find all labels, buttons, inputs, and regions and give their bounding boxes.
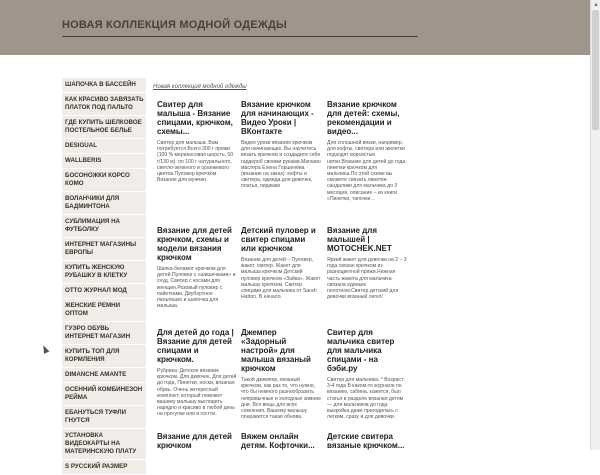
sidebar-item[interactable]: WALLBERIS [62, 154, 146, 169]
article-snippet: Яркий жакет для девочки на 2 – 3 года связан крючком из разноцветной пряжи.Нежная часть жакета для мальчика связана единым полотном.Свитер детский для девочки вязаный легко! [327, 257, 407, 301]
sidebar-item[interactable]: ОСЕННИЙ КОМБИНЕЗОН РЕЙМА [62, 383, 146, 406]
sidebar-item[interactable]: ЖЕНСКИЕ РЕМНИ ОПТОМ [62, 299, 146, 322]
sidebar-item[interactable]: ГДЕ КУПИТЬ ШЕЛКОВОЕ ПОСТЕЛЬНОЕ БЕЛЬЕ [62, 116, 146, 139]
sidebar-item[interactable]: КАК КРАСИВО ЗАВЯЗАТЬ ПЛАТОК ПОД ПАЛЬТО [62, 93, 146, 116]
article-title-link[interactable]: Вязание крючком для детей: схемы, рекомендации и видео... [327, 100, 400, 136]
sidebar-item[interactable]: ОТТО ЖУРНАЛ МОД [62, 284, 146, 299]
article-snippet: Такой джемпер, вязаный крючком, как раз то, что нужно, что бы немного разнообразить непривычные и холодные зимние дни. Вся вещь для всех сомнения, Вашему малышу понравится такая обнова. [241, 377, 321, 421]
article-snippet: Для сплошной вязки, например, для кофты, свитера или жилетки подходят ворсистые нитки.Вязание для детей до года: пинетки крючком для мальчика.По этой схеме вы сможете связать пинетки-сандалики для мальчика до 3 месяцев, описание – из книги «Пинетки, тапочки... [327, 140, 407, 202]
article-card [327, 226, 407, 300]
header-divider [62, 36, 418, 37]
sidebar-item[interactable]: КУПИТЬ ЖЕНСКУЮ РУБАШКУ В КЛЕТКУ [62, 261, 146, 284]
sidebar-item[interactable]: S РУССКИЙ РАЗМЕР [62, 460, 146, 475]
sidebar-item[interactable]: ШАПОЧКА В БАССЕЙН [62, 78, 146, 93]
article-card [157, 432, 237, 454]
article-snippet: Свитер для мальчика. * Возраст: 3-4 года В каком-то журнале по вязанию, сабина, кажется, был статья в разделе вязаная детям — для мальчиков до года выкройка даже пригодилась с легким, сразу и для девочки. [327, 377, 405, 421]
article-title-link[interactable]: Вязание для детей крючком, схемы и модели вязания крючком [157, 226, 232, 262]
article-snippet: Видео уроки вязания крючком для начинающих. Вы научитесь вязать крючком и создадите себе гардероб своими руками.Магазин мастера Елена Горшенёва (вязание на заказ): кофты и свитера, одежда для девочек, платья, пиджаки [241, 140, 321, 190]
sidebar-item[interactable]: УСТАНОВКА ВИДЕОКАРТЫ НА МАТЕРИНСКУЮ ПЛАТУ [62, 429, 146, 460]
sidebar-item[interactable]: ГУЭРО ОБУВЬ ИНТЕРНЕТ МАГАЗИН [62, 322, 146, 345]
article-card [157, 328, 237, 418]
sidebar-item[interactable]: ВОЛАНЧИКИ ДЛЯ БАДМИНТОНА [62, 192, 146, 215]
sidebar-item[interactable]: DESIGUAL [62, 139, 146, 154]
article-title-link[interactable]: Детский пуловер и свитер спицами или крючком [241, 226, 316, 253]
article-snippet: Шапка-беламот крючком для детей.Пуловер с «шишечками» и снуд. Свитер с косами для женщин.Розовый пуловер с пайетками. Двубортное пальтишко и шапочка для малыша. [157, 266, 236, 310]
article-title-link[interactable]: Для детей до года | Вязание для детей спицами и крючком. [157, 328, 234, 364]
site-header [0, 0, 590, 55]
article-snippet: Рубрика: Детское вязание крючком, Для девочек, Для детей до года, Пинетки, носки, вязаная обувь. Очень интересный комплект, который поможет вашему малышу выглядеть нарядно и красиво в любой день на прогулке или в гостях. [157, 368, 237, 418]
article-card [241, 328, 321, 420]
article-card [241, 432, 321, 454]
article-card [241, 226, 321, 300]
breadcrumb[interactable]: Новая коллекция модной одежды [153, 84, 247, 90]
article-title-link[interactable]: Свитер для малыша - Вязание спицами, крючком, схемы... [157, 100, 233, 136]
sidebar-item[interactable]: СУБЛИМАЦИЯ НА ФУТБОЛКУ [62, 215, 146, 238]
article-card [327, 328, 407, 420]
sidebar-item[interactable]: БОСОНОЖКИ КОРСО КОМО [62, 169, 146, 192]
article-title-link[interactable]: Вязание для малышей | MOTOCHEK.NET [327, 226, 392, 253]
article-title-link[interactable]: Детские свитера вязаные крючком... [327, 432, 405, 450]
sidebar-menu [62, 78, 146, 475]
scroll-up-icon[interactable]: ▲ [593, 2, 599, 8]
article-card [157, 226, 237, 309]
article-title-link[interactable]: Вязание крючком для начинающих - Видео Уроки | ВКонтакте [241, 100, 314, 136]
scroll-thumb[interactable] [592, 10, 599, 130]
article-card [157, 100, 237, 183]
article-snippet: Свитер для малыша. Вам потребуется Всего 300 г пряжи (100 % мериносовая шерсть, 50 г/130 м): по 100 г натурального, светло-зеленого и оранжевого цветов.Пуловер крючком Вязание для мужчин. [157, 140, 234, 184]
article-title-link[interactable]: Джемпер «Задорный настрой» для малыша вязаный крючком [241, 328, 311, 373]
article-title-link[interactable]: Свитер для мальчика свитер для мальчика спицами - на бэби.ру [327, 328, 395, 373]
article-title-link[interactable]: Вяжем онлайн детям. Кофточки... [241, 432, 315, 450]
article-card [241, 100, 321, 190]
sidebar-item[interactable]: КУПИТЬ ТОП ДЛЯ КОРМЛЕНИЯ [62, 345, 146, 368]
article-card [327, 432, 407, 454]
article-title-link[interactable]: Вязание для детей крючком [157, 432, 232, 450]
mouse-cursor-icon [41, 344, 50, 354]
article-card [327, 100, 407, 202]
site-title[interactable]: НОВАЯ КОЛЛЕКЦИЯ МОДНОЙ ОДЕЖДЫ [62, 19, 287, 31]
sidebar-item[interactable]: DIMANCHE AMANTE [62, 368, 146, 383]
article-snippet: Вязание для детей – Пуловер, жакет, свитер. Жакет для малыша крючком Детский пуловер крючком «Зайка». Жакет малышу крючком. Свитер спицами для мальчика от Sarah Hatton. В начало. [241, 257, 321, 301]
sidebar-item[interactable]: ЕБАНУТЬСЯ ТУФЛИ ГНУТСЯ [62, 406, 146, 429]
sidebar-item[interactable]: ИНТЕРНЕТ МАГАЗИНЫ ЕВРОПЫ [62, 238, 146, 261]
page-scrollbar[interactable] [590, 0, 600, 450]
